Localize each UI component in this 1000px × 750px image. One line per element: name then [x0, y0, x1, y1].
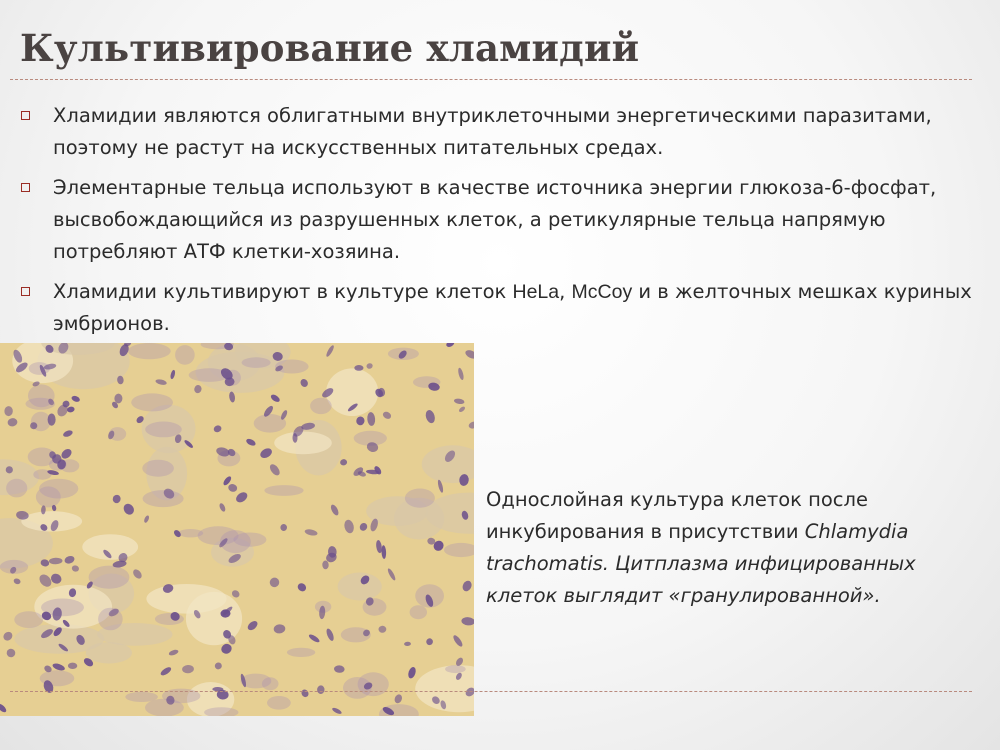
square-bullet-icon [21, 183, 30, 192]
caption-text: Однослойная культура клеток после инкубирования в присутствии [486, 488, 868, 543]
bullet-item [20, 276, 980, 340]
caption-italic-text: Chlamydia trachomatis. Цитплазма инфицированных клеток выглядит «гранулированной». [486, 520, 916, 607]
slide-title: Культивирование хламидий [20, 26, 640, 70]
title-divider [10, 79, 972, 80]
bullet-item [20, 100, 980, 164]
micrograph-image [0, 343, 474, 716]
cell-line-hela: HeLa [512, 281, 560, 303]
bullet-separator: , [559, 280, 572, 303]
square-bullet-icon [21, 287, 30, 296]
bullet-text-before: Хламидии культивируют в культуре клеток [53, 280, 513, 303]
bullet-text: Элементарные тельца используют в качестве источника энергии глюкоза-6-фосфат, высвобождающийся из разрушенных клеток, а ретикулярные тельца напрямую потребляют АТФ клетки-хозяина. [53, 176, 937, 263]
bullet-text-after: и в желточных мешках куриных эмбрионов. [53, 280, 972, 335]
bullet-text: Хламидии являются облигатными внутриклеточными энергетическими паразитами, поэтому не растут на искусственных питательных средах. [53, 104, 932, 159]
bullet-list [20, 100, 980, 348]
square-bullet-icon [21, 111, 30, 120]
cell-line-mccoy: McCoy [571, 281, 633, 303]
micrograph-cells [0, 343, 474, 716]
image-caption [486, 484, 986, 612]
bullet-item [20, 172, 980, 268]
bottom-divider [10, 691, 972, 692]
